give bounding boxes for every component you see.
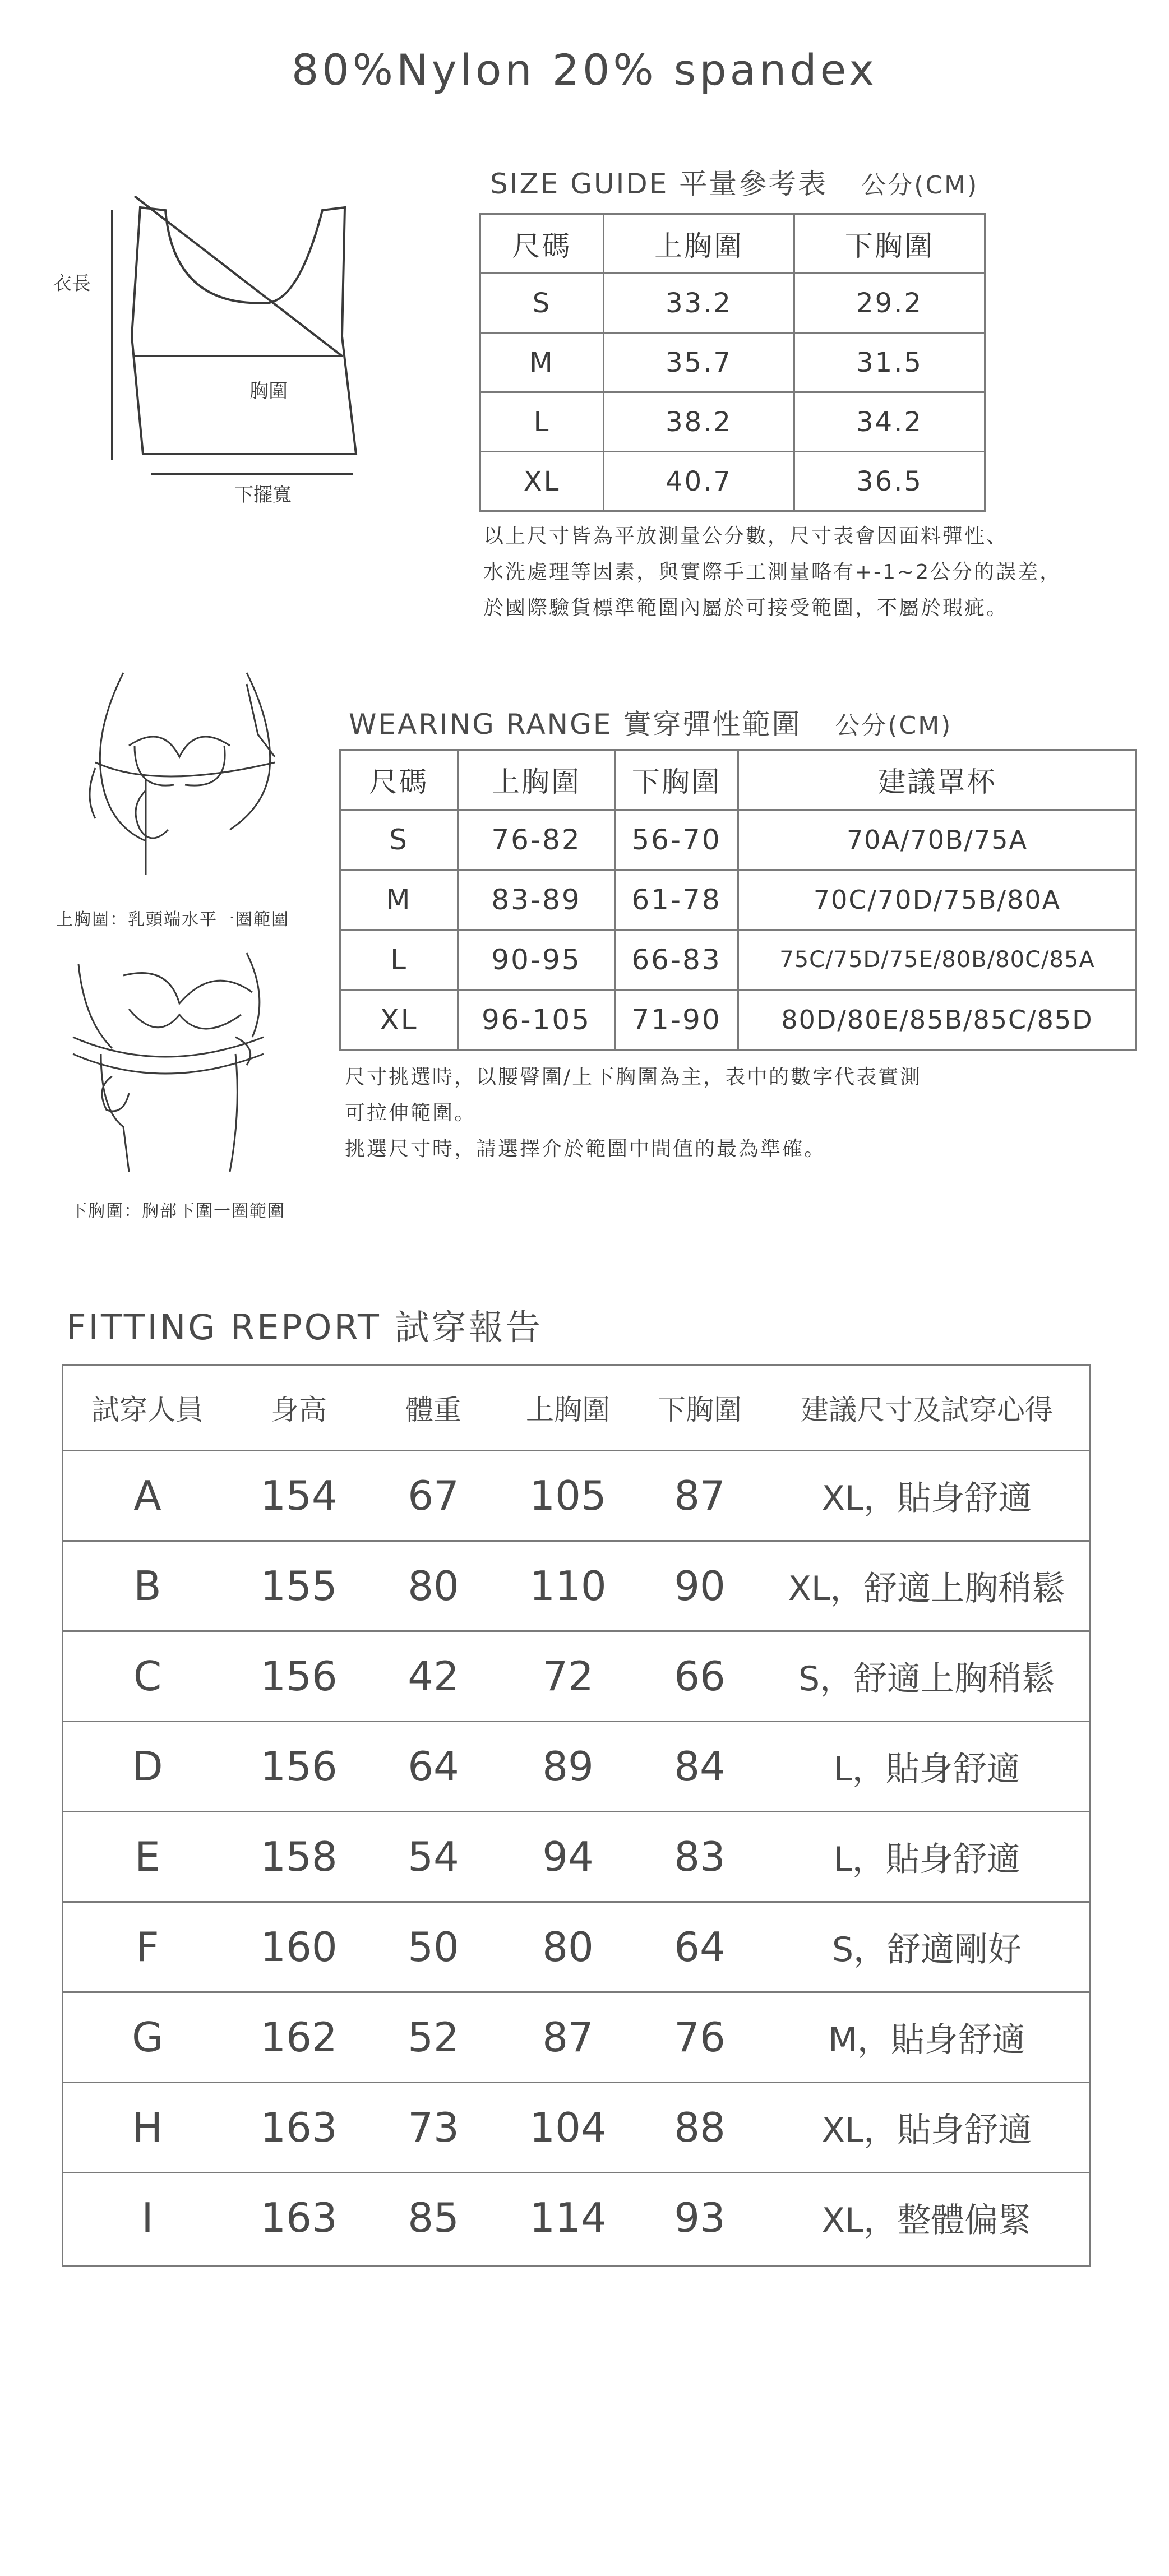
header-cell: 上胸圍 — [604, 214, 794, 274]
table-cell: M，貼身舒適 — [764, 1992, 1089, 2083]
table-row — [340, 930, 1136, 990]
table-cell: 87 — [501, 1992, 635, 2083]
note-line: 於國際驗貨標準範圍內屬於可接受範圍，不屬於瑕疵。 — [483, 596, 1009, 619]
wearing-range-notes — [345, 1060, 922, 1167]
table-row — [63, 1902, 1089, 1992]
table-cell: 156 — [232, 1631, 366, 1722]
table-row — [63, 1722, 1089, 1812]
table-cell: I — [63, 2173, 232, 2263]
table-header-row — [63, 1366, 1089, 1451]
table-cell: S — [340, 810, 458, 870]
table-cell: G — [63, 1992, 232, 2083]
table-cell: 36.5 — [794, 452, 985, 511]
table-cell: 75C/75D/75E/80B/80C/85A — [738, 930, 1136, 990]
table-cell: M — [480, 333, 604, 392]
note-line: 可拉伸範圍。 — [345, 1102, 477, 1125]
table-cell: XL，舒適上胸稍鬆 — [764, 1541, 1089, 1631]
upper-chest-illustration — [62, 662, 297, 886]
table-cell: 90 — [635, 1541, 764, 1631]
table-row — [480, 392, 985, 452]
table-cell: 104 — [501, 2083, 635, 2173]
table-cell: 56-70 — [615, 810, 738, 870]
table-cell: 35.7 — [604, 333, 794, 392]
table-cell: 155 — [232, 1541, 366, 1631]
material-title: 80%Nylon 20% spandex — [292, 45, 877, 95]
table-cell: XL — [480, 452, 604, 511]
table-cell: 158 — [232, 1812, 366, 1902]
note-line: 挑選尺寸時，請選擇介於範圍中間值的最為準確。 — [345, 1137, 826, 1160]
table-cell: 93 — [635, 2173, 764, 2263]
table-cell: S — [480, 274, 604, 333]
table-cell: 73 — [366, 2083, 501, 2173]
table-cell: A — [63, 1451, 232, 1541]
table-cell: 160 — [232, 1902, 366, 1992]
table-row — [63, 1451, 1089, 1541]
table-cell: 80 — [501, 1902, 635, 1992]
header-cell: 下胸圍 — [794, 214, 985, 274]
header-cell: 試穿人員 — [63, 1366, 232, 1451]
table-cell: 76 — [635, 1992, 764, 2083]
table-cell: 88 — [635, 2083, 764, 2173]
table-cell: 54 — [366, 1812, 501, 1902]
size-guide-unit: 公分(CM) — [861, 171, 979, 200]
table-cell: 70C/70D/75B/80A — [738, 870, 1136, 930]
table-cell: 105 — [501, 1451, 635, 1541]
table-cell: 61-78 — [615, 870, 738, 930]
table-row — [63, 1631, 1089, 1722]
table-cell: 34.2 — [794, 392, 985, 452]
note-line: 以上尺寸皆為平放測量公分數，尺寸表會因面料彈性、 — [483, 525, 1009, 548]
table-cell: 110 — [501, 1541, 635, 1631]
size-guide-title: SIZE GUIDE 平量參考表 公分(CM) — [490, 168, 979, 200]
fitting-report-table-frame — [62, 1364, 1091, 2267]
table-cell: 163 — [232, 2173, 366, 2263]
fitting-report-title: FITTING REPORT 試穿報告 — [66, 1307, 543, 1348]
table-cell: 72 — [501, 1631, 635, 1722]
table-cell: XL — [340, 990, 458, 1050]
table-cell: F — [63, 1902, 232, 1992]
header-cell: 建議尺寸及試穿心得 — [764, 1366, 1089, 1451]
chest-label: 胸圍 — [249, 380, 288, 403]
lower-chest-illustration — [62, 942, 297, 1177]
table-cell: 50 — [366, 1902, 501, 1992]
table-cell: 84 — [635, 1722, 764, 1812]
table-cell: 162 — [232, 1992, 366, 2083]
table-cell: 29.2 — [794, 274, 985, 333]
table-row — [340, 870, 1136, 930]
header-cell: 下胸圍 — [615, 750, 738, 810]
table-cell: 64 — [366, 1722, 501, 1812]
table-cell: 94 — [501, 1812, 635, 1902]
table-cell: C — [63, 1631, 232, 1722]
header-cell: 上胸圍 — [458, 750, 615, 810]
wearing-range-title: WEARING RANGE 實穿彈性範圍 公分(CM) — [349, 708, 953, 741]
table-cell: 33.2 — [604, 274, 794, 333]
table-row — [340, 990, 1136, 1050]
table-cell: M — [340, 870, 458, 930]
table-row — [63, 1992, 1089, 2083]
hem-label: 下擺寬 — [234, 484, 292, 506]
bra-diagram — [50, 196, 409, 510]
header-cell: 建議罩杯 — [738, 750, 1136, 810]
upper-chest-caption: 上胸圍：乳頭端水平一圈範圍 — [56, 910, 289, 929]
table-cell: XL，貼身舒適 — [764, 1451, 1089, 1541]
table-row — [63, 2083, 1089, 2173]
table-row — [480, 333, 985, 392]
header-cell: 身高 — [232, 1366, 366, 1451]
table-cell: L，貼身舒適 — [764, 1722, 1089, 1812]
table-cell: 114 — [501, 2173, 635, 2263]
header-cell: 體重 — [366, 1366, 501, 1451]
table-cell: 154 — [232, 1451, 366, 1541]
table-cell: 89 — [501, 1722, 635, 1812]
table-cell: XL，整體偏緊 — [764, 2173, 1089, 2263]
table-cell: L — [480, 392, 604, 452]
table-cell: XL，貼身舒適 — [764, 2083, 1089, 2173]
table-header-row — [340, 750, 1136, 810]
table-cell: S，舒適上胸稍鬆 — [764, 1631, 1089, 1722]
note-line: 水洗處理等因素，與實際手工測量略有+-1~2公分的誤差， — [483, 561, 1062, 584]
fitting-report-table — [63, 1366, 1089, 2262]
table-cell: 90-95 — [458, 930, 615, 990]
table-row — [63, 1812, 1089, 1902]
length-label: 衣長 — [53, 272, 91, 295]
table-cell: 70A/70B/75A — [738, 810, 1136, 870]
table-cell: 38.2 — [604, 392, 794, 452]
wearing-range-unit: 公分(CM) — [835, 711, 953, 740]
table-cell: L，貼身舒適 — [764, 1812, 1089, 1902]
table-cell: 156 — [232, 1722, 366, 1812]
table-cell: E — [63, 1812, 232, 1902]
table-cell: 67 — [366, 1451, 501, 1541]
table-cell: 76-82 — [458, 810, 615, 870]
table-cell: S，舒適剛好 — [764, 1902, 1089, 1992]
table-cell: 40.7 — [604, 452, 794, 511]
table-cell: 31.5 — [794, 333, 985, 392]
table-row — [340, 810, 1136, 870]
table-cell: H — [63, 2083, 232, 2173]
header-cell: 尺碼 — [340, 750, 458, 810]
table-row — [480, 452, 985, 511]
table-row — [63, 2173, 1089, 2263]
wearing-range-table — [339, 749, 1137, 1051]
table-cell: 66-83 — [615, 930, 738, 990]
table-cell: 85 — [366, 2173, 501, 2263]
table-cell: B — [63, 1541, 232, 1631]
table-row — [480, 274, 985, 333]
table-cell: 64 — [635, 1902, 764, 1992]
table-cell: 87 — [635, 1451, 764, 1541]
size-guide-notes — [483, 519, 1061, 626]
size-guide-table — [479, 213, 986, 512]
table-cell: L — [340, 930, 458, 990]
lower-chest-caption: 下胸圍：胸部下圍一圈範圍 — [70, 1201, 285, 1221]
table-cell: 66 — [635, 1631, 764, 1722]
table-row — [63, 1541, 1089, 1631]
table-cell: 163 — [232, 2083, 366, 2173]
table-cell: 80 — [366, 1541, 501, 1631]
table-cell: 96-105 — [458, 990, 615, 1050]
table-cell: D — [63, 1722, 232, 1812]
table-cell: 83 — [635, 1812, 764, 1902]
header-cell: 尺碼 — [480, 214, 604, 274]
table-cell: 42 — [366, 1631, 501, 1722]
table-cell: 80D/80E/85B/85C/85D — [738, 990, 1136, 1050]
table-cell: 52 — [366, 1992, 501, 2083]
note-line: 尺寸挑選時，以腰臀圍/上下胸圍為主，表中的數字代表實測 — [345, 1066, 922, 1089]
table-cell: 71-90 — [615, 990, 738, 1050]
table-header-row — [480, 214, 985, 274]
header-cell: 上胸圍 — [501, 1366, 635, 1451]
header-cell: 下胸圍 — [635, 1366, 764, 1451]
table-cell: 83-89 — [458, 870, 615, 930]
